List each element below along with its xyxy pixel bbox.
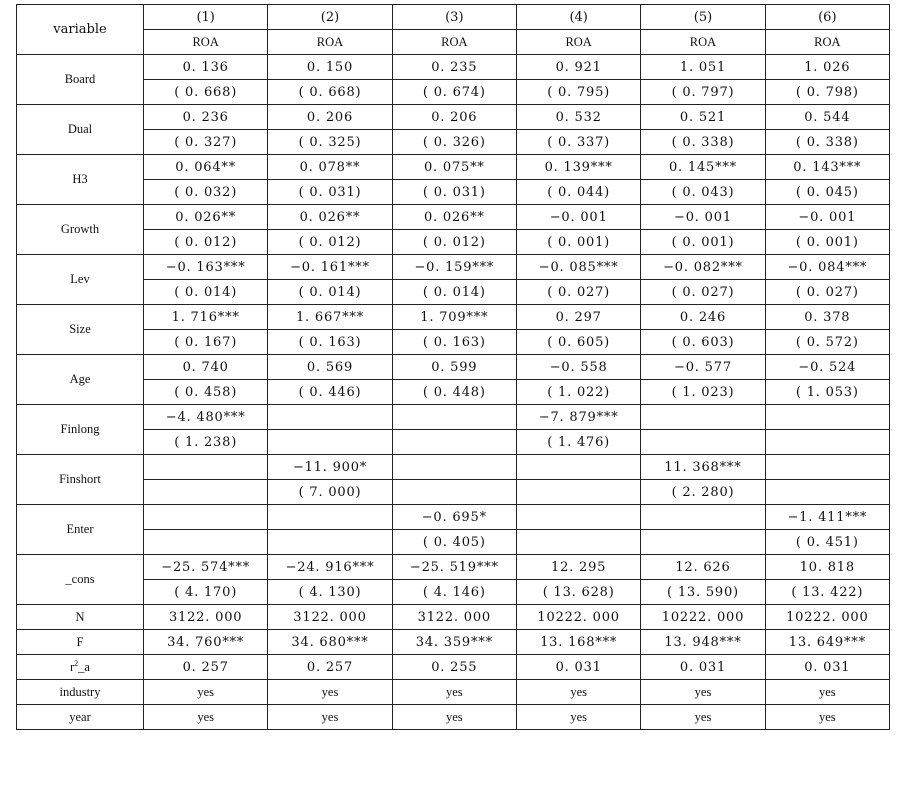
std-error-cell: ( 0. 043) bbox=[641, 180, 765, 205]
coefficient-cell bbox=[268, 505, 392, 530]
stat-row bbox=[17, 705, 890, 730]
coefficient-cell bbox=[392, 405, 516, 430]
stat-name-superscript: 2 bbox=[74, 658, 79, 668]
coefficient-cell: 0. 378 bbox=[765, 305, 889, 330]
std-error-row bbox=[17, 580, 890, 605]
std-error-cell bbox=[641, 530, 765, 555]
variable-name: Size bbox=[17, 305, 144, 355]
std-error-row bbox=[17, 80, 890, 105]
std-error-cell bbox=[268, 530, 392, 555]
stat-row bbox=[17, 630, 890, 655]
stat-row bbox=[17, 605, 890, 630]
stat-value-cell: 10222. 000 bbox=[641, 605, 765, 630]
std-error-cell bbox=[268, 430, 392, 455]
coefficient-cell: −1. 411*** bbox=[765, 505, 889, 530]
coefficient-cell: 10. 818 bbox=[765, 555, 889, 580]
std-error-cell: ( 0. 012) bbox=[144, 230, 268, 255]
coefficient-cell: −0. 524 bbox=[765, 355, 889, 380]
std-error-cell: ( 13. 422) bbox=[765, 580, 889, 605]
coefficient-cell bbox=[641, 405, 765, 430]
std-error-cell bbox=[516, 480, 640, 505]
std-error-row bbox=[17, 480, 890, 505]
std-error-cell bbox=[641, 430, 765, 455]
stat-value-cell: yes bbox=[144, 705, 268, 730]
stat-name: F bbox=[17, 630, 144, 655]
std-error-row bbox=[17, 430, 890, 455]
coef-row bbox=[17, 555, 890, 580]
std-error-cell: ( 0. 027) bbox=[765, 280, 889, 305]
dependent-variable: ROA bbox=[516, 30, 640, 55]
std-error-cell: ( 0. 044) bbox=[516, 180, 640, 205]
coefficient-cell: −0. 001 bbox=[516, 205, 640, 230]
variable-name: Growth bbox=[17, 205, 144, 255]
variable-name: Finshort bbox=[17, 455, 144, 505]
stat-row bbox=[17, 680, 890, 705]
dependent-variable: ROA bbox=[641, 30, 765, 55]
std-error-cell: ( 0. 163) bbox=[392, 330, 516, 355]
std-error-cell: ( 13. 590) bbox=[641, 580, 765, 605]
std-error-cell: ( 1. 022) bbox=[516, 380, 640, 405]
variable-name: Lev bbox=[17, 255, 144, 305]
std-error-cell: ( 0. 668) bbox=[144, 80, 268, 105]
stat-value-cell: yes bbox=[516, 680, 640, 705]
column-number: (5) bbox=[641, 5, 765, 30]
std-error-cell: ( 2. 280) bbox=[641, 480, 765, 505]
coefficient-cell: 1. 051 bbox=[641, 55, 765, 80]
std-error-cell: ( 7. 000) bbox=[268, 480, 392, 505]
std-error-cell: ( 4. 146) bbox=[392, 580, 516, 605]
coefficient-cell bbox=[268, 405, 392, 430]
coefficient-cell: 0. 075** bbox=[392, 155, 516, 180]
stat-value-cell: 0. 031 bbox=[641, 655, 765, 680]
coefficient-cell: 0. 206 bbox=[392, 105, 516, 130]
variable-name: Age bbox=[17, 355, 144, 405]
std-error-row bbox=[17, 230, 890, 255]
coefficient-cell: −4. 480*** bbox=[144, 405, 268, 430]
coefficient-cell: 0. 078** bbox=[268, 155, 392, 180]
coef-row bbox=[17, 505, 890, 530]
coef-row bbox=[17, 355, 890, 380]
coefficient-cell: 0. 026** bbox=[144, 205, 268, 230]
stat-value-cell: 3122. 000 bbox=[268, 605, 392, 630]
std-error-cell: ( 0. 798) bbox=[765, 80, 889, 105]
stat-value-cell: 0. 257 bbox=[144, 655, 268, 680]
std-error-cell: ( 0. 405) bbox=[392, 530, 516, 555]
stat-value-cell: 10222. 000 bbox=[765, 605, 889, 630]
std-error-cell: ( 0. 795) bbox=[516, 80, 640, 105]
column-number: (3) bbox=[392, 5, 516, 30]
std-error-cell: ( 0. 448) bbox=[392, 380, 516, 405]
std-error-cell: ( 0. 338) bbox=[765, 130, 889, 155]
std-error-row bbox=[17, 280, 890, 305]
std-error-cell: ( 0. 001) bbox=[765, 230, 889, 255]
std-error-cell: ( 0. 674) bbox=[392, 80, 516, 105]
stat-value-cell: 0. 257 bbox=[268, 655, 392, 680]
std-error-cell: ( 1. 476) bbox=[516, 430, 640, 455]
std-error-cell: ( 0. 031) bbox=[392, 180, 516, 205]
header-row-dependent-vars bbox=[17, 30, 890, 55]
coefficient-cell: 0. 143*** bbox=[765, 155, 889, 180]
coefficient-cell bbox=[641, 505, 765, 530]
coefficient-cell: 0. 921 bbox=[516, 55, 640, 80]
stat-row bbox=[17, 655, 890, 680]
coef-row bbox=[17, 405, 890, 430]
column-number: (1) bbox=[144, 5, 268, 30]
std-error-cell: ( 0. 668) bbox=[268, 80, 392, 105]
variable-name: H3 bbox=[17, 155, 144, 205]
std-error-cell: ( 0. 167) bbox=[144, 330, 268, 355]
std-error-cell bbox=[392, 430, 516, 455]
std-error-cell: ( 1. 238) bbox=[144, 430, 268, 455]
stat-value-cell: 13. 948*** bbox=[641, 630, 765, 655]
coefficient-cell: 0. 569 bbox=[268, 355, 392, 380]
coefficient-cell: 0. 206 bbox=[268, 105, 392, 130]
stat-name: year bbox=[17, 705, 144, 730]
std-error-cell: ( 0. 337) bbox=[516, 130, 640, 155]
stat-value-cell: yes bbox=[392, 705, 516, 730]
stat-value-cell: yes bbox=[641, 705, 765, 730]
stat-value-cell: 0. 255 bbox=[392, 655, 516, 680]
std-error-cell: ( 0. 012) bbox=[392, 230, 516, 255]
coef-row bbox=[17, 55, 890, 80]
std-error-cell: ( 0. 163) bbox=[268, 330, 392, 355]
dependent-variable: ROA bbox=[392, 30, 516, 55]
std-error-cell bbox=[144, 480, 268, 505]
std-error-cell: ( 0. 027) bbox=[641, 280, 765, 305]
dependent-variable: ROA bbox=[765, 30, 889, 55]
coefficient-cell: −0. 558 bbox=[516, 355, 640, 380]
header-row-columns bbox=[17, 5, 890, 30]
coefficient-cell: 0. 064** bbox=[144, 155, 268, 180]
std-error-row bbox=[17, 330, 890, 355]
coefficient-cell: 0. 150 bbox=[268, 55, 392, 80]
variable-name: Dual bbox=[17, 105, 144, 155]
coefficient-cell: 1. 026 bbox=[765, 55, 889, 80]
coefficient-cell: 0. 521 bbox=[641, 105, 765, 130]
std-error-row bbox=[17, 130, 890, 155]
std-error-cell: ( 0. 014) bbox=[144, 280, 268, 305]
coefficient-cell: −0. 001 bbox=[765, 205, 889, 230]
stat-value-cell: yes bbox=[641, 680, 765, 705]
coefficient-cell: 12. 295 bbox=[516, 555, 640, 580]
std-error-cell: ( 0. 027) bbox=[516, 280, 640, 305]
std-error-cell: ( 4. 170) bbox=[144, 580, 268, 605]
table-body bbox=[17, 5, 890, 730]
coefficient-cell: −24. 916*** bbox=[268, 555, 392, 580]
stat-value-cell: 10222. 000 bbox=[516, 605, 640, 630]
stat-value-cell: yes bbox=[268, 705, 392, 730]
stat-value-cell: 13. 649*** bbox=[765, 630, 889, 655]
coefficient-cell: 12. 626 bbox=[641, 555, 765, 580]
std-error-cell: ( 0. 045) bbox=[765, 180, 889, 205]
coefficient-cell: 11. 368*** bbox=[641, 455, 765, 480]
coefficient-cell bbox=[392, 455, 516, 480]
coefficient-cell: −0. 161*** bbox=[268, 255, 392, 280]
std-error-cell: ( 0. 326) bbox=[392, 130, 516, 155]
coefficient-cell: 1. 709*** bbox=[392, 305, 516, 330]
std-error-cell: ( 0. 012) bbox=[268, 230, 392, 255]
coef-row bbox=[17, 155, 890, 180]
coef-row bbox=[17, 455, 890, 480]
coefficient-cell: −7. 879*** bbox=[516, 405, 640, 430]
coefficient-cell bbox=[516, 455, 640, 480]
coefficient-cell: −0. 084*** bbox=[765, 255, 889, 280]
stat-value-cell: 0. 031 bbox=[765, 655, 889, 680]
std-error-row bbox=[17, 180, 890, 205]
std-error-cell: ( 0. 327) bbox=[144, 130, 268, 155]
coefficient-cell: 0. 139*** bbox=[516, 155, 640, 180]
stat-value-cell: yes bbox=[392, 680, 516, 705]
coefficient-cell: 0. 532 bbox=[516, 105, 640, 130]
stat-value-cell: yes bbox=[144, 680, 268, 705]
regression-table-container bbox=[16, 4, 890, 730]
std-error-cell: ( 4. 130) bbox=[268, 580, 392, 605]
variable-name: Board bbox=[17, 55, 144, 105]
stat-value-cell: 34. 760*** bbox=[144, 630, 268, 655]
coefficient-cell: 0. 544 bbox=[765, 105, 889, 130]
stat-value-cell: 34. 359*** bbox=[392, 630, 516, 655]
std-error-cell: ( 1. 023) bbox=[641, 380, 765, 405]
stat-value-cell: yes bbox=[765, 705, 889, 730]
coefficient-cell: 0. 026** bbox=[392, 205, 516, 230]
std-error-cell: ( 13. 628) bbox=[516, 580, 640, 605]
std-error-cell: ( 0. 014) bbox=[392, 280, 516, 305]
std-error-cell: ( 0. 338) bbox=[641, 130, 765, 155]
coef-row bbox=[17, 255, 890, 280]
std-error-cell bbox=[392, 480, 516, 505]
coefficient-cell bbox=[516, 505, 640, 530]
variable-name: _cons bbox=[17, 555, 144, 605]
dependent-variable: ROA bbox=[268, 30, 392, 55]
dependent-variable: ROA bbox=[144, 30, 268, 55]
std-error-cell: ( 0. 458) bbox=[144, 380, 268, 405]
coef-row bbox=[17, 205, 890, 230]
std-error-cell: ( 0. 451) bbox=[765, 530, 889, 555]
coefficient-cell: 0. 236 bbox=[144, 105, 268, 130]
coefficient-cell: 0. 740 bbox=[144, 355, 268, 380]
std-error-cell: ( 0. 446) bbox=[268, 380, 392, 405]
coefficient-cell bbox=[144, 505, 268, 530]
coefficient-cell: −0. 577 bbox=[641, 355, 765, 380]
std-error-cell: ( 0. 797) bbox=[641, 80, 765, 105]
coefficient-cell bbox=[144, 455, 268, 480]
std-error-cell: ( 0. 014) bbox=[268, 280, 392, 305]
stat-name bbox=[17, 655, 144, 680]
std-error-cell: ( 0. 001) bbox=[516, 230, 640, 255]
std-error-cell bbox=[516, 530, 640, 555]
coefficient-cell: −0. 082*** bbox=[641, 255, 765, 280]
coefficient-cell: 0. 599 bbox=[392, 355, 516, 380]
std-error-cell: ( 0. 572) bbox=[765, 330, 889, 355]
stat-value-cell: yes bbox=[765, 680, 889, 705]
stat-name: industry bbox=[17, 680, 144, 705]
column-number: (6) bbox=[765, 5, 889, 30]
variable-header: variable bbox=[17, 5, 144, 55]
coefficient-cell: 0. 026** bbox=[268, 205, 392, 230]
stat-value-cell: 34. 680*** bbox=[268, 630, 392, 655]
stat-value-cell: 13. 168*** bbox=[516, 630, 640, 655]
coefficient-cell: −0. 159*** bbox=[392, 255, 516, 280]
coefficient-cell: −11. 900* bbox=[268, 455, 392, 480]
coefficient-cell: −0. 163*** bbox=[144, 255, 268, 280]
std-error-cell bbox=[765, 480, 889, 505]
coefficient-cell bbox=[765, 455, 889, 480]
stat-name: N bbox=[17, 605, 144, 630]
std-error-row bbox=[17, 530, 890, 555]
std-error-cell: ( 0. 603) bbox=[641, 330, 765, 355]
stat-name-base: r bbox=[70, 659, 75, 674]
std-error-cell: ( 0. 032) bbox=[144, 180, 268, 205]
coefficient-cell: −0. 001 bbox=[641, 205, 765, 230]
std-error-cell: ( 1. 053) bbox=[765, 380, 889, 405]
stat-value-cell: 0. 031 bbox=[516, 655, 640, 680]
coefficient-cell: −0. 695* bbox=[392, 505, 516, 530]
coef-row bbox=[17, 305, 890, 330]
coefficient-cell: 0. 235 bbox=[392, 55, 516, 80]
column-number: (4) bbox=[516, 5, 640, 30]
stat-value-cell: yes bbox=[516, 705, 640, 730]
std-error-cell: ( 0. 031) bbox=[268, 180, 392, 205]
stat-name-suffix: _a bbox=[78, 659, 90, 674]
variable-name: Enter bbox=[17, 505, 144, 555]
std-error-cell: ( 0. 325) bbox=[268, 130, 392, 155]
coefficient-cell: 1. 667*** bbox=[268, 305, 392, 330]
column-number: (2) bbox=[268, 5, 392, 30]
coefficient-cell: 0. 136 bbox=[144, 55, 268, 80]
std-error-cell bbox=[144, 530, 268, 555]
variable-name: Finlong bbox=[17, 405, 144, 455]
coefficient-cell: 1. 716*** bbox=[144, 305, 268, 330]
regression-table bbox=[16, 4, 890, 730]
coefficient-cell: −0. 085*** bbox=[516, 255, 640, 280]
std-error-cell bbox=[765, 430, 889, 455]
coefficient-cell: 0. 145*** bbox=[641, 155, 765, 180]
std-error-cell: ( 0. 001) bbox=[641, 230, 765, 255]
coef-row bbox=[17, 105, 890, 130]
coefficient-cell: −25. 519*** bbox=[392, 555, 516, 580]
stat-value-cell: yes bbox=[268, 680, 392, 705]
coefficient-cell: −25. 574*** bbox=[144, 555, 268, 580]
coefficient-cell: 0. 246 bbox=[641, 305, 765, 330]
std-error-row bbox=[17, 380, 890, 405]
stat-value-cell: 3122. 000 bbox=[144, 605, 268, 630]
std-error-cell: ( 0. 605) bbox=[516, 330, 640, 355]
coefficient-cell bbox=[765, 405, 889, 430]
coefficient-cell: 0. 297 bbox=[516, 305, 640, 330]
stat-value-cell: 3122. 000 bbox=[392, 605, 516, 630]
